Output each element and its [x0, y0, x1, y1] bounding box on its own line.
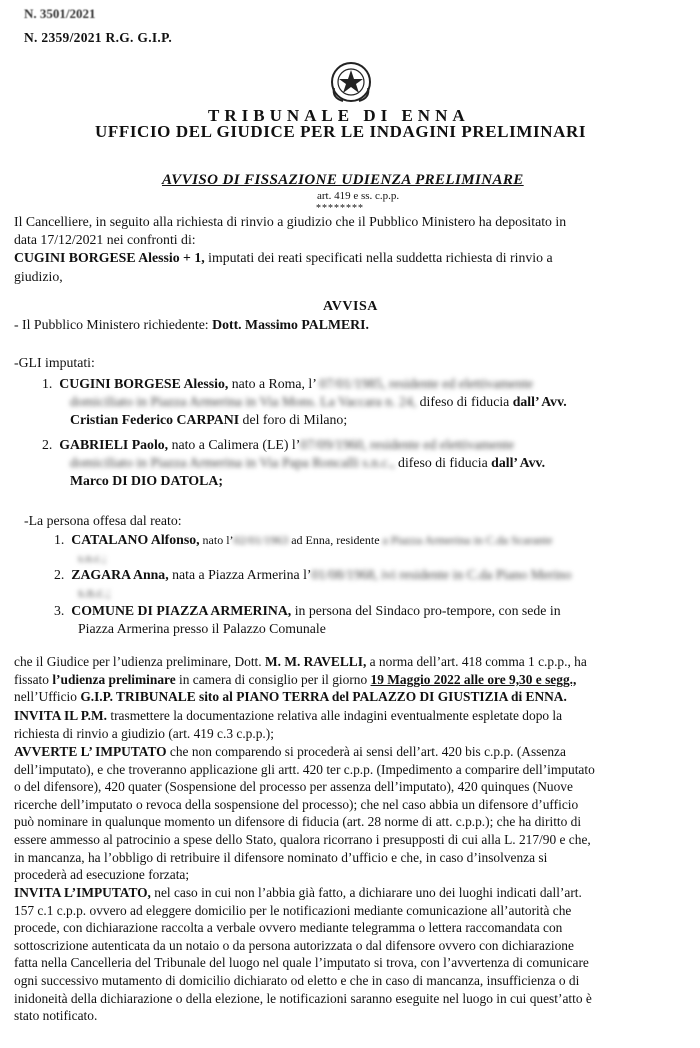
hearing-date: 19 Maggio 2022 alle ore 9,30 e segg.,	[370, 671, 577, 687]
redacted-text: domiciliato in Piazza Armerina in Via Mons. La Vaccara n. 24,	[70, 394, 417, 410]
offended-party-name: CATALANO Alfonso,	[71, 532, 200, 547]
invite-pm-paragraph: INVITA IL P.M. trasmettere la documentazione relativa alle indagini eventualmente espletate dopo la richiesta di rinvio a giudizio (art. 419 c.3 c.p.p.);	[14, 708, 563, 741]
public-prosecutor-line: - Il Pubblico Ministero richiedente: Dott. Massimo PALMERI.	[14, 317, 369, 332]
redacted-text: 07/01/1985, residente ed elettivamente	[319, 376, 534, 391]
redacted-text: 01/08/1968, ivi residente in C.da Piano Merino	[311, 567, 572, 582]
notice-title: AVVISO DI FISSAZIONE UDIENZA PRELIMINARE	[162, 172, 524, 188]
redacted-text: domiciliato in Piazza Armerina in Via Papa Roncalli s.n.c.,	[70, 455, 395, 471]
court-title: TRIBUNALE DI ENNA	[208, 106, 470, 125]
defendant-item-2: 2. GABRIELI Paolo, nato a Calimera (LE) l’07/09/1960, residente ed elettivamente domiciliato in Piazza Armerina in Via Papa Roncalli s.n.c., difeso di fiducia dall’ Avv. Marco DI DIO DATOLA;	[42, 437, 546, 489]
intro-paragraph	[14, 213, 686, 286]
avvisa-heading: AVVISA	[323, 299, 378, 314]
defendant-name: CUGINI BORGESE Alessio,	[59, 376, 229, 391]
italian-republic-emblem-icon	[329, 60, 373, 104]
intro-line-1: Il Cancelliere, in seguito alla richiesta di rinvio a giudizio che il Pubblico Ministero ha depositato in	[14, 214, 567, 229]
redacted-text: s.n.c.;	[78, 551, 107, 566]
defendants-heading: -GLI imputati:	[14, 355, 95, 370]
redacted-text: 07/09/1960, residente ed elettivamente	[300, 437, 515, 452]
hearing-location: G.I.P. TRIBUNALE sito al PIANO TERRA del PALAZZO DI GIUSTIZIA di ENNA.	[80, 689, 567, 705]
defense-lawyer: Cristian Federico CARPANI	[70, 412, 240, 428]
judge-name: M. M. RAVELLI,	[264, 654, 367, 669]
registry-number-line1: N. 3501/2021	[24, 6, 96, 21]
registry-number-line2: N. 2359/2021 R.G. G.I.P.	[24, 30, 173, 45]
redacted-text: 02/01/1963	[233, 533, 289, 547]
offended-party-item-3: 3. COMUNE DI PIAZZA ARMERINA, in persona del Sindaco pro-tempore, con sede in Piazza Armerina presso il Palazzo Comunale	[54, 603, 561, 637]
defendant-item-1: 1. CUGINI BORGESE Alessio, nato a Roma, l’ 07/01/1985, residente ed elettivamente domiciliato in Piazza Armerina in Via Mons. La Vaccara n. 24, difeso di fiducia dall’ Avv. Cristian Federico CARPANI del foro di Milano;	[42, 376, 567, 428]
offended-parties-heading: -La persona offesa dal reato:	[24, 513, 182, 528]
warning-paragraph: AVVERTE L’ IMPUTATO che non comparendo si procederà ai sensi dell’art. 420 bis c.p.p. (Assenza dell’imputato), e che troveranno applicazione gli artt. 420 ter c.p.p. (Impedimento a comparire dell’imputato o del difensore), 420 quater (Sospensione del processo per assenza dell’imputato), 420 quinques (Nuove ricerche dell’imputato o revoca della sospensione del processo); che nel caso abbia un difensore d’ufficio può nominare in qualunque momento un difensore di fiducia (art. 28 norme di att. c.p.p.); che ha diritto di essere ammesso al patrocinio a spese dello Stato, qualora ricorrano i presupposti di cui alla L. 217/90 e che, in mancanza, ha l’obbligo di retribuire il difensore nominato d’ufficio e che, in caso d’insolvenza si procederà ad esecuzione forzata;	[14, 744, 595, 883]
offended-party-item-1: 1. CATALANO Alfonso, nato l’02/01/1963 ad Enna, residente a Piazza Armerina in C.da Scarante s.n.c.;	[54, 532, 553, 566]
offended-party-name: COMUNE DI PIAZZA ARMERINA,	[71, 603, 292, 618]
intro-line-3: CUGINI BORGESE Alessio + 1, imputati dei reati specificati nella suddetta richiesta di rinvio a	[14, 250, 553, 266]
redacted-text: a Piazza Armerina in C.da Scarante	[382, 533, 553, 547]
offended-party-item-2: 2. ZAGARA Anna, nata a Piazza Armerina l’01/08/1968, ivi residente in C.da Piano Merino s.n.c.;	[54, 567, 572, 601]
offended-party-name: ZAGARA Anna,	[71, 567, 169, 582]
intro-line-2: data 17/12/2021 nei confronti di:	[14, 232, 196, 248]
article-reference: art. 419 e ss. c.p.p.	[317, 190, 400, 202]
defendant-name: GABRIELI Paolo,	[59, 437, 169, 452]
office-title: UFFICIO DEL GIUDICE PER LE INDAGINI PRELIMINARI	[95, 122, 587, 141]
redacted-text: s.n.c.;	[78, 585, 111, 601]
intro-line-4: giudizio,	[14, 268, 63, 284]
prosecutor-name: Dott. Massimo PALMERI.	[212, 317, 369, 332]
defendants-summary: CUGINI BORGESE Alessio + 1,	[14, 250, 205, 266]
defense-lawyer: Marco DI DIO DATOLA;	[70, 473, 223, 489]
hearing-paragraph: che il Giudice per l’udienza preliminare, Dott. M. M. RAVELLI, a norma dell’art. 418 comma 1 c.p.p., ha fissato l’udienza preliminare in camera di consiglio per il giorno 19 Maggio 2022 alle ore 9,30 e segg., nell’Ufficio G.I.P. TRIBUNALE sito al PIANO TERRA del PALAZZO DI GIUSTIZIA di ENNA.	[14, 654, 587, 705]
invite-defendant-paragraph: INVITA L’IMPUTATO, nel caso in cui non l’abbia già fatto, a dichiarare uno dei luoghi indicati dall’art. 157 c.1 c.p.p. ovvero ad eleggere domicilio per le notificazioni mediante comunicazione all’autorità che procede, con dichiarazione raccolta a verbale ovvero mediante telegramma o lettera raccomandata con sottoscrizione autenticata da un notaio o da persona autorizzata o dal difensore ovvero con dichiarazione fatta nella Cancelleria del Tribunale del luogo nel quale l’imputato si trova, con l’avvertenza di comunicare ogni successivo mutamento di domicilio dichiarato od eletto e che in caso di mancanza, insufficienza o di inidoneità della dichiarazione o della elezione, le notificazioni saranno eseguite nel luogo in cui quest’atto è stato notificato.	[14, 885, 592, 1024]
separator-stars: ********	[316, 203, 364, 214]
